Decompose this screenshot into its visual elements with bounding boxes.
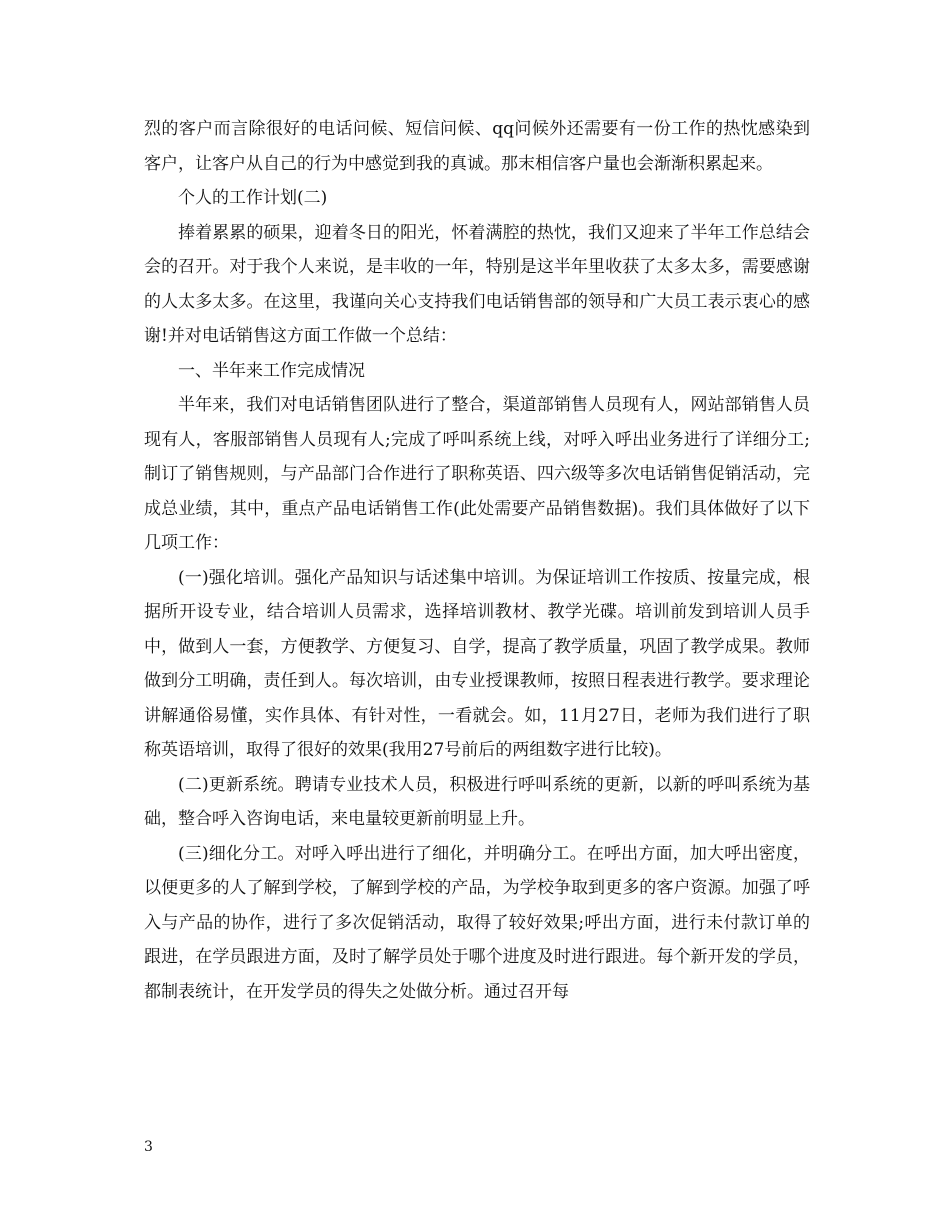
paragraph-training: (一)强化培训。强化产品知识与话述集中培训。为保证培训工作按质、按量完成，根据所开设专业，结合培训人员需求，选择培训教材、教学光碟。培训前发到培训人员手中，做到人一套，方便教学、方便复习、自学，提高了教学质量，巩固了教学成果。教师做到分工明确，责任到人。每次培训，由专业授课教师，按照日程表进行教学。要求理论讲解通俗易懂，实作具体、有针对性，一看就会。如，11月27日，老师为我们进行了职称英语培训，取得了很好的效果(我用27号前后的两组数字进行比较)。 [144, 567, 810, 760]
paragraph-intro: 捧着累累的硕果，迎着冬日的阳光，怀着满腔的热忱，我们又迎来了半年工作总结会会的召开。对于我个人来说，是丰收的一年，特别是这半年里收获了太多太多，需要感谢的人太多太多。在这里，我谨向关心支持我们电话销售部的领导和广大员工表示衷心的感谢!并对电话销售这方面工作做一个总结： [144, 222, 810, 346]
paragraph-division-of-work: (三)细化分工。对呼入呼出进行了细化，并明确分工。在呼出方面，加大呼出密度，以便更多的人了解到学校，了解到学校的产品，为学校争取到更多的客户资源。加强了呼入与产品的协作，进行了多次促销活动，取得了较好效果;呼出方面，进行未付款订单的跟进，在学员跟进方面，及时了解学员处于哪个进度及时进行跟进。每个新开发的学员，都制表统计，在开发学员的得失之处做分析。通过召开每 [144, 843, 810, 1002]
body-text [144, 112, 810, 1009]
section-heading-completion: 一、半年来工作完成情况 [178, 360, 365, 381]
paragraph-system-update: (二)更新系统。聘请专业技术人员，积极进行呼叫系统的更新，以新的呼叫系统为基础，整合呼入咨询电话，来电量较更新前明显上升。 [144, 774, 810, 829]
paragraph-continuation: 烈的客户而言除很好的电话问候、短信问候、qq问候外还需要有一份工作的热忱感染到客户，让客户从自己的行为中感觉到我的真诚。那末相信客户量也会渐渐积累起来。 [144, 119, 810, 174]
section-heading-plan-two: 个人的工作计划(二) [178, 188, 328, 208]
page-number: 3 [144, 1139, 153, 1155]
paragraph-overview: 半年来，我们对电话销售团队进行了整合，渠道部销售人员现有人，网站部销售人员现有人，客服部销售人员现有人;完成了呼叫系统上线，对呼入呼出业务进行了详细分工;制订了销售规则，与产品部门合作进行了职称英语、四六级等多次电话销售促销活动，完成总业绩，其中，重点产品电话销售工作(此处需要产品销售数据)。我们具体做好了以下几项工作： [144, 395, 810, 553]
